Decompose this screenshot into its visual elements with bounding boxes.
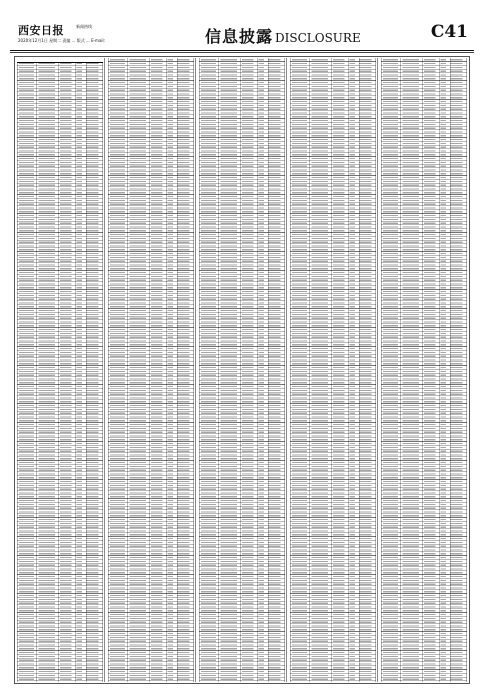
disclosure-column-5 [380, 58, 468, 682]
table-text-rows [383, 58, 465, 682]
disclosure-table-4 [290, 58, 376, 682]
header-rule-thin [10, 52, 474, 53]
disclosure-table-2 [108, 58, 194, 682]
table-text-rows [201, 58, 283, 682]
table-text-rows [292, 58, 374, 682]
table-header-1 [17, 58, 103, 63]
date-line: 2020年12月1日 星期二 责编 ... 版式 ... E-mail: [18, 38, 105, 43]
page-number: C41 [430, 22, 468, 42]
table-text-rows [19, 58, 101, 682]
section-title-chinese: 信息披露 [205, 27, 274, 46]
disclosure-table-5 [381, 58, 467, 682]
header-rule [10, 50, 474, 51]
disclosure-column-3 [198, 58, 287, 682]
edition-line-1: 新闻热线 [76, 24, 92, 29]
disclosure-table-3 [199, 58, 285, 682]
edition-info [76, 24, 92, 29]
page-header [10, 18, 474, 48]
disclosure-column-2 [107, 58, 196, 682]
section-title [205, 24, 361, 47]
disclosure-columns [16, 58, 468, 682]
disclosure-table-1 [17, 58, 103, 682]
section-title-english: DISCLOSURE [275, 31, 361, 45]
disclosure-column-4 [289, 58, 378, 682]
disclosure-column-1 [16, 58, 105, 682]
table-text-rows [110, 58, 192, 682]
newspaper-masthead: 西安日报 [18, 24, 64, 37]
